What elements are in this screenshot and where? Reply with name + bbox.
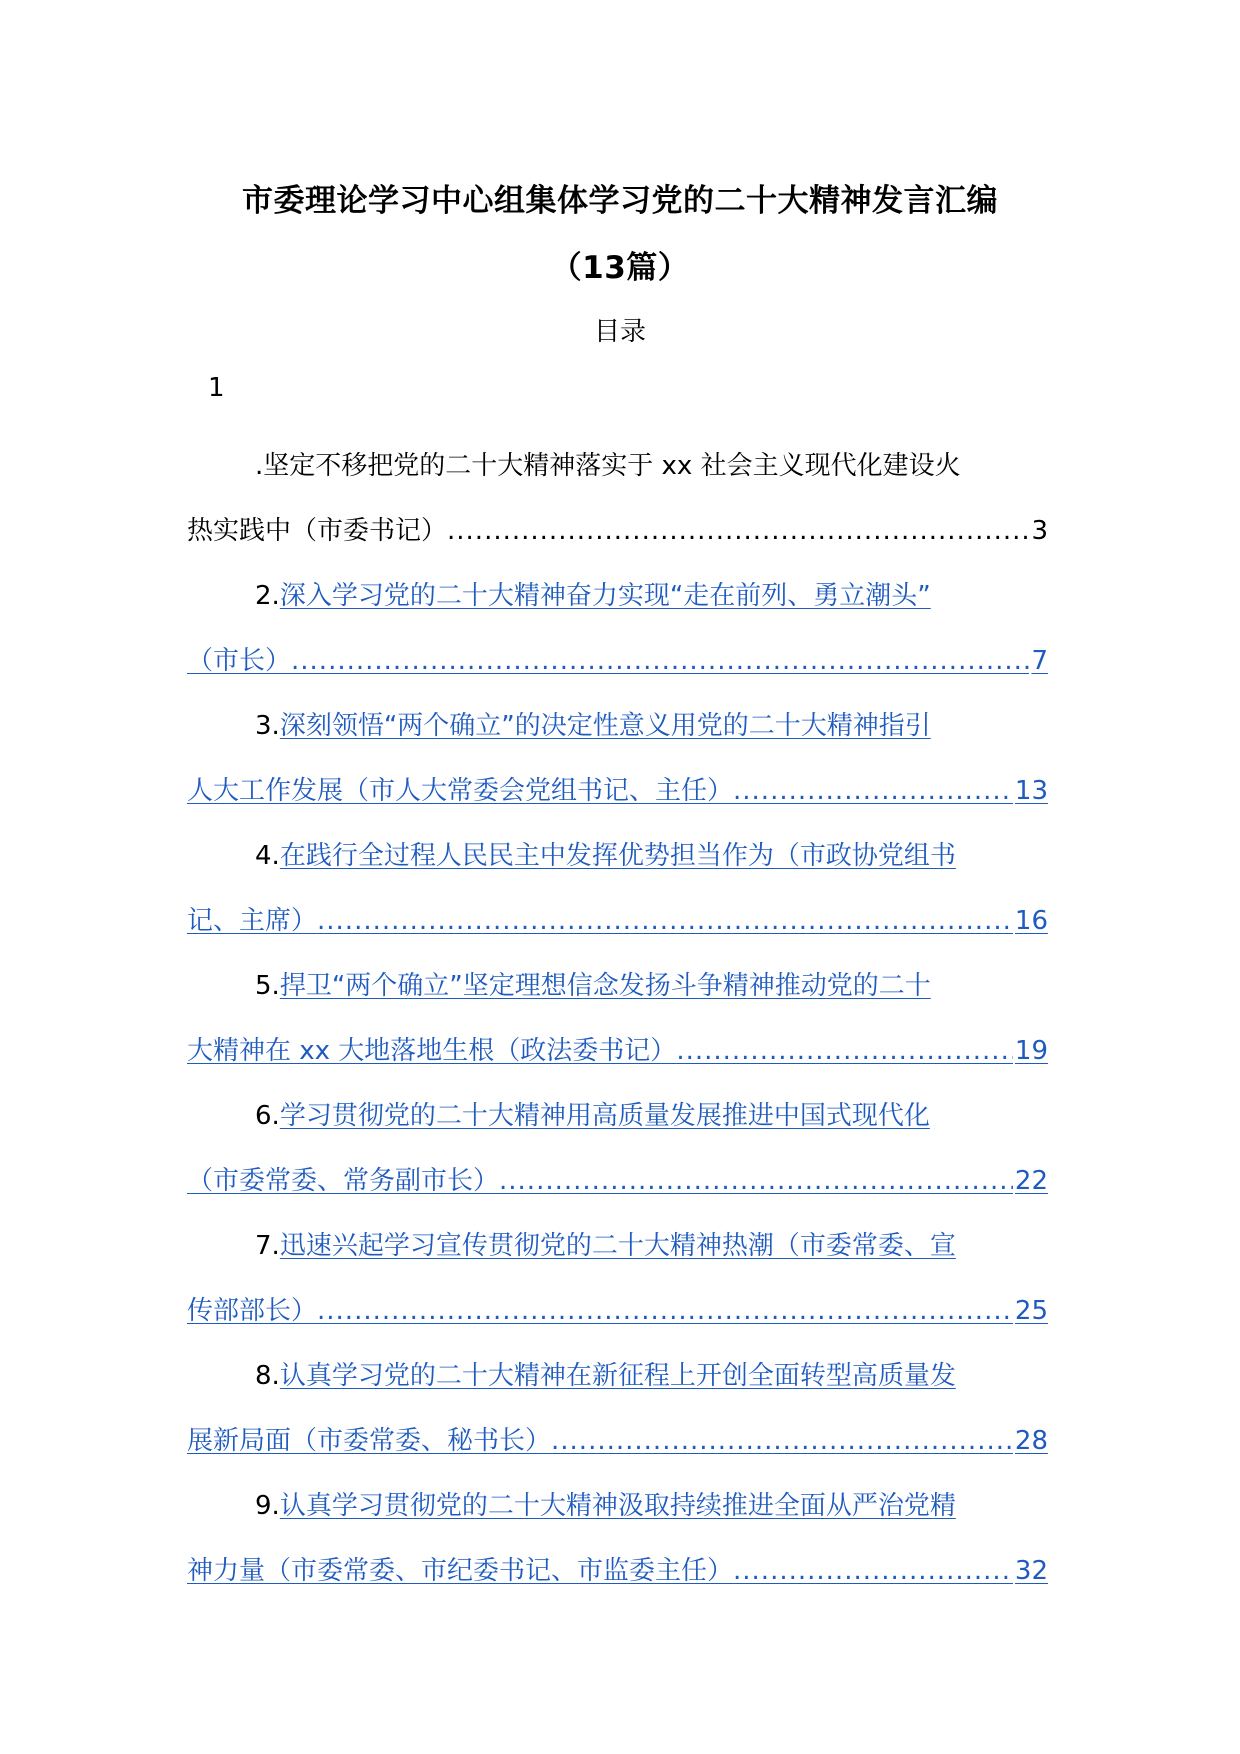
toc-entry-line1 [187, 954, 1048, 1019]
toc-entry-line2[interactable] [187, 1409, 1048, 1474]
toc-list-number: 1 [208, 373, 225, 403]
document-subtitle: （13篇） [550, 250, 690, 286]
toc-entry[interactable] [187, 1084, 1048, 1214]
toc-entry-title-continued[interactable]: 大精神在 xx 大地落地生根（政法委书记） [187, 1036, 677, 1066]
toc-entry-link[interactable]: 认真学习贯彻党的二十大精神汲取持续推进全面从严治党精 [279, 1491, 956, 1521]
toc-leader-dots [551, 1409, 1013, 1474]
toc-entry-number: 5. [255, 971, 280, 1001]
toc-entry-line1 [187, 694, 1048, 759]
toc-entry-number: 6. [255, 1101, 280, 1131]
toc-entry-line1 [187, 434, 1048, 499]
toc-entry-line2[interactable] [187, 1019, 1048, 1084]
toc-entry-line1 [187, 1084, 1048, 1149]
toc-page-number[interactable]: 7 [1031, 646, 1048, 676]
toc-entry[interactable] [187, 1214, 1048, 1344]
toc-entry-title-continued[interactable]: （市委常委、常务副市长） [187, 1166, 500, 1196]
toc-entry-line2[interactable] [187, 1539, 1048, 1604]
toc-page-number[interactable]: 22 [1014, 1166, 1048, 1196]
toc-entry-link[interactable]: 学习贯彻党的二十大精神用高质量发展推进中国式现代化 [279, 1101, 930, 1131]
toc-entry-number: 2. [255, 581, 280, 611]
toc-page-number[interactable]: 16 [1014, 906, 1048, 936]
toc-entry-number: 8. [255, 1361, 280, 1391]
toc-leader-dots [676, 1019, 1013, 1084]
toc-heading: 目录 [593, 317, 646, 347]
toc-entry-line1 [187, 1214, 1048, 1279]
toc-entry-line2 [187, 499, 1048, 564]
toc-entry-line1 [187, 564, 1048, 629]
toc-entry-line1 [187, 1474, 1048, 1539]
toc-entry-link[interactable]: 捍卫“两个确立”坚定理想信念发扬斗争精神推动党的二十 [279, 971, 931, 1001]
toc-entry-number: 4. [255, 841, 280, 871]
toc-entry[interactable] [187, 564, 1048, 694]
toc-entry[interactable] [187, 694, 1048, 824]
toc-leader-dots [291, 629, 1029, 694]
toc-entry-link[interactable]: 深刻领悟“两个确立”的决定性意义用党的二十大精神指引 [279, 711, 931, 741]
toc-entry [187, 434, 1048, 564]
toc-entry-title: .坚定不移把党的二十大精神落实于 xx 社会主义现代化建设火 [255, 451, 961, 481]
toc-page-number[interactable]: 25 [1014, 1296, 1048, 1326]
toc-entry[interactable] [187, 824, 1048, 954]
toc-leader-dots [733, 1539, 1013, 1604]
toc-entry-line1 [187, 824, 1048, 889]
toc-page-number: 3 [1031, 516, 1048, 546]
toc-leader-dots [447, 499, 1029, 564]
toc-entry-line2[interactable] [187, 759, 1048, 824]
toc-entry-title-continued[interactable]: （市长） [187, 646, 292, 676]
toc-entry-title-continued: 热实践中（市委书记） [187, 516, 448, 546]
toc-entry[interactable] [187, 954, 1048, 1084]
toc-page-number[interactable]: 28 [1014, 1426, 1048, 1456]
toc-entry-line1 [187, 1344, 1048, 1409]
toc-entry-title-continued[interactable]: 人大工作发展（市人大常委会党组书记、主任） [187, 776, 734, 806]
toc-page-number[interactable]: 19 [1014, 1036, 1048, 1066]
toc-entry-link[interactable]: 认真学习党的二十大精神在新征程上开创全面转型高质量发 [279, 1361, 956, 1391]
toc-page-number[interactable]: 32 [1014, 1556, 1048, 1586]
toc-entry-link[interactable]: 深入学习党的二十大精神奋力实现“走在前列、勇立潮头” [279, 581, 931, 611]
toc-entry-line2[interactable] [187, 629, 1048, 694]
toc-entry-title-continued[interactable]: 展新局面（市委常委、秘书长） [187, 1426, 552, 1456]
toc-entry[interactable] [187, 1474, 1048, 1604]
document-title: 市委理论学习中心组集体学习党的二十大精神发言汇编 [242, 183, 998, 219]
toc-entry-line2[interactable] [187, 889, 1048, 954]
toc-entry-title-continued[interactable]: 神力量（市委常委、市纪委书记、市监委主任） [187, 1556, 734, 1586]
toc-entry-title-continued[interactable]: 传部部长） [187, 1296, 318, 1326]
toc-page-number[interactable]: 13 [1014, 776, 1048, 806]
toc-entry-number: 9. [255, 1491, 280, 1521]
toc-leader-dots [733, 759, 1013, 824]
toc-entry-number: 3. [255, 711, 280, 741]
toc-entry[interactable] [187, 1344, 1048, 1474]
toc-leader-dots [317, 1279, 1013, 1344]
toc-entry-line2[interactable] [187, 1279, 1048, 1344]
toc-entry-title-continued[interactable]: 记、主席） [187, 906, 318, 936]
toc-entry-link[interactable]: 迅速兴起学习宣传贯彻党的二十大精神热潮（市委常委、宣 [279, 1231, 956, 1261]
toc-entry-line2[interactable] [187, 1149, 1048, 1214]
toc-leader-dots [317, 889, 1013, 954]
table-of-contents [187, 434, 1048, 1604]
toc-leader-dots [499, 1149, 1013, 1214]
toc-entry-number: 7. [255, 1231, 280, 1261]
toc-entry-link[interactable]: 在践行全过程人民民主中发挥优势担当作为（市政协党组书 [279, 841, 956, 871]
